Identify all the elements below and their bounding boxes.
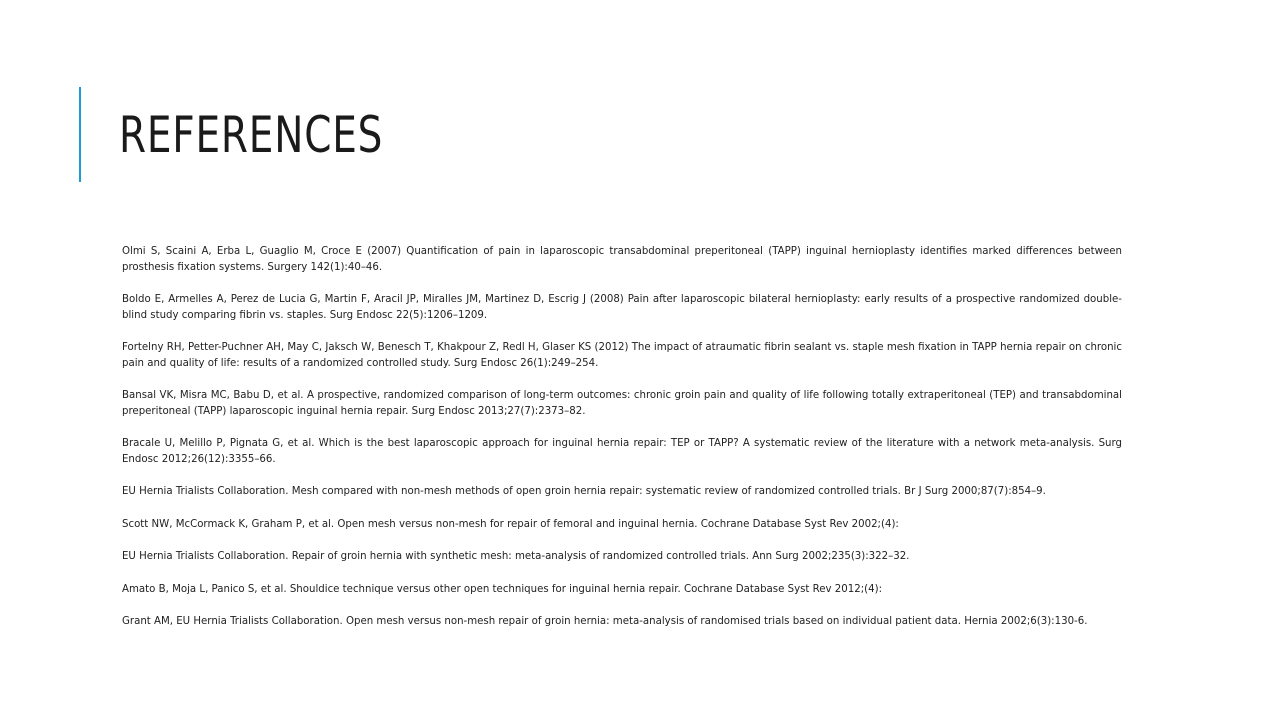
reference-item: Bansal VK, Misra MC, Babu D, et al. A prospective, randomized comparison of long-term outcomes: chronic groin pain and quality of life following totally extraperitoneal (TEP) and transabdominal preperitoneal (TAPP) laparoscopic inguinal hernia repair. Surg Endosc 2013;27(7):2373–82. (122, 390, 1122, 417)
reference-item: Amato B, Moja L, Panico S, et al. Shouldice technique versus other open techniques for inguinal hernia repair. Cochrane Database Syst Rev 2012;(4): (122, 583, 883, 595)
title-accent-bar (79, 87, 81, 182)
page-title: REFERENCES (119, 106, 384, 164)
reference-item: Bracale U, Melillo P, Pignata G, et al. Which is the best laparoscopic approach for inguinal hernia repair: TEP or TAPP? A systematic review of the literature with a network meta-analysis. Surg Endosc 2012;26(12):3355–66. (122, 438, 1122, 465)
reference-item: EU Hernia Trialists Collaboration. Repair of groin hernia with synthetic mesh: meta-analysis of randomized controlled trials. Ann Surg 2002;235(3):322–32. (122, 551, 910, 562)
reference-item: Grant AM, EU Hernia Trialists Collaboration. Open mesh versus non-mesh repair of groin hernia: meta-analysis of randomised trials based on individual patient data. Hernia 2002;6(3):130-6. (122, 616, 1088, 627)
reference-item: Scott NW, McCormack K, Graham P, et al. Open mesh versus non-mesh for repair of femoral and inguinal hernia. Cochrane Database Syst Rev 2002;(4): (122, 518, 899, 530)
reference-item: Boldo E, Armelles A, Perez de Lucia G, Martin F, Aracil JP, Miralles JM, Martinez D, Escrig J (2008) Pain after laparoscopic bilateral hernioplasty: early results of a prospective randomized double-blind study comparing fibrin vs. staples. Surg Endosc 22(5):1206–1209. (122, 294, 1122, 321)
reference-item: Fortelny RH, Petter-Puchner AH, May C, Jaksch W, Benesch T, Khakpour Z, Redl H, Glaser KS (2012) The impact of atraumatic fibrin sealant vs. staple mesh fixation in TAPP hernia repair on chronic pain and quality of life: results of a randomized controlled study. Surg Endosc 26(1):249–254. (122, 342, 1122, 369)
reference-item: Olmi S, Scaini A, Erba L, Guaglio M, Croce E (2007) Quantification of pain in laparoscopic transabdominal preperitoneal (TAPP) inguinal hernioplasty identifies marked differences between prosthesis fixation systems. Surgery 142(1):40–46. (122, 246, 1122, 273)
reference-item: EU Hernia Trialists Collaboration. Mesh compared with non-mesh methods of open groin hernia repair: systematic review of randomized controlled trials. Br J Surg 2000;87(7):854–9. (122, 486, 1046, 497)
reference-list (122, 244, 1122, 647)
